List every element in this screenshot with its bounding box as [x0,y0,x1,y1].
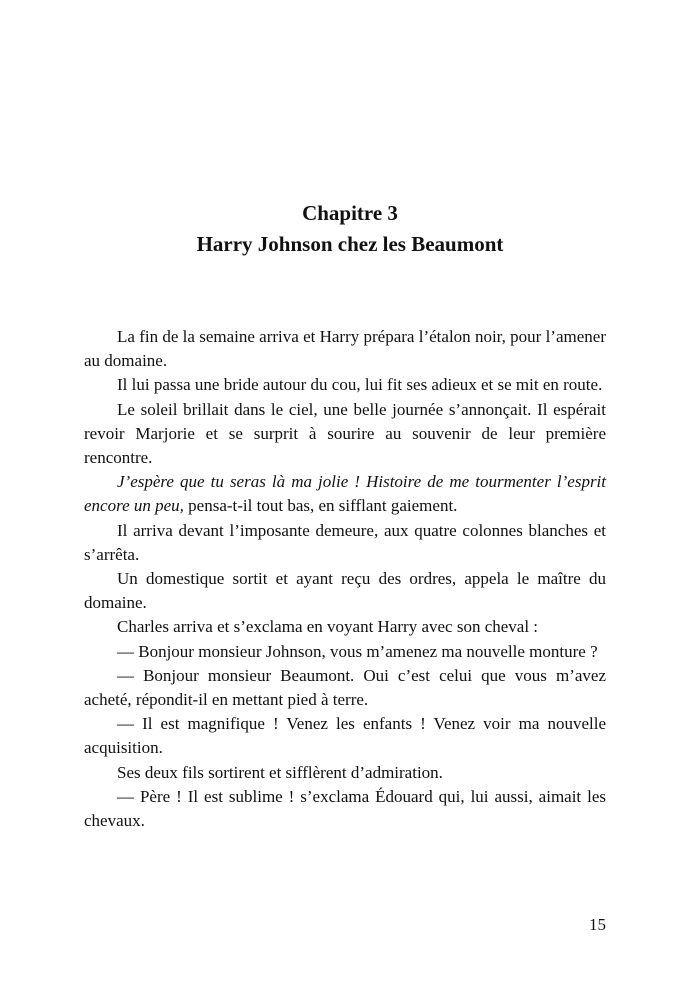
paragraph: Il lui passa une bride autour du cou, lui fit ses adieux et se mit en route. [117,375,603,395]
paragraph: Ses deux fils sortirent et sifflèrent d’admiration. [117,762,443,782]
body-text [84,325,606,833]
paragraph: Il arriva devant l’imposante demeure, aux quatre colonnes blanches et s’arrêta. [84,520,606,564]
paragraph-italic-thought [84,470,606,518]
paragraph: Charles arriva et s’exclama en voyant Harry avec son cheval : [117,617,539,637]
chapter-heading [0,198,700,260]
chapter-number: Chapitre 3 [302,201,398,225]
chapter-title: Harry Johnson chez les Beaumont [196,232,504,256]
dialogue-line: — Il est magnifique ! Venez les enfants ! Venez voir ma nouvelle acquisition. [84,714,606,758]
paragraph: Le soleil brillait dans le ciel, une belle journée s’annonçait. Il espérait revoir Marjorie et se surprit à sourire au souvenir de leur première rencontre. [84,399,606,468]
paragraph: Un domestique sortit et ayant reçu des ordres, appela le maître du domaine. [84,569,606,613]
dialogue-line: — Bonjour monsieur Johnson, vous m’amenez ma nouvelle monture ? [117,641,598,661]
page-number: 15 [589,915,606,934]
dialogue-line: — Père ! Il est sublime ! s’exclama Édouard qui, lui aussi, aimait les chevaux. [84,786,606,831]
dialogue-line: — Bonjour monsieur Beaumont. Oui c’est celui que vous m’avez acheté, répondit-il en mettant pied à terre. [84,665,606,710]
paragraph-continuation: pensa-t-il tout bas, en sifflant gaiement. [183,496,458,516]
italic-thought: J’espère que tu seras là ma jolie ! Histoire de me tourmenter l’esprit encore un peu, [84,472,606,516]
paragraph: La fin de la semaine arriva et Harry prépara l’étalon noir, pour l’amener au domaine. [84,327,606,371]
